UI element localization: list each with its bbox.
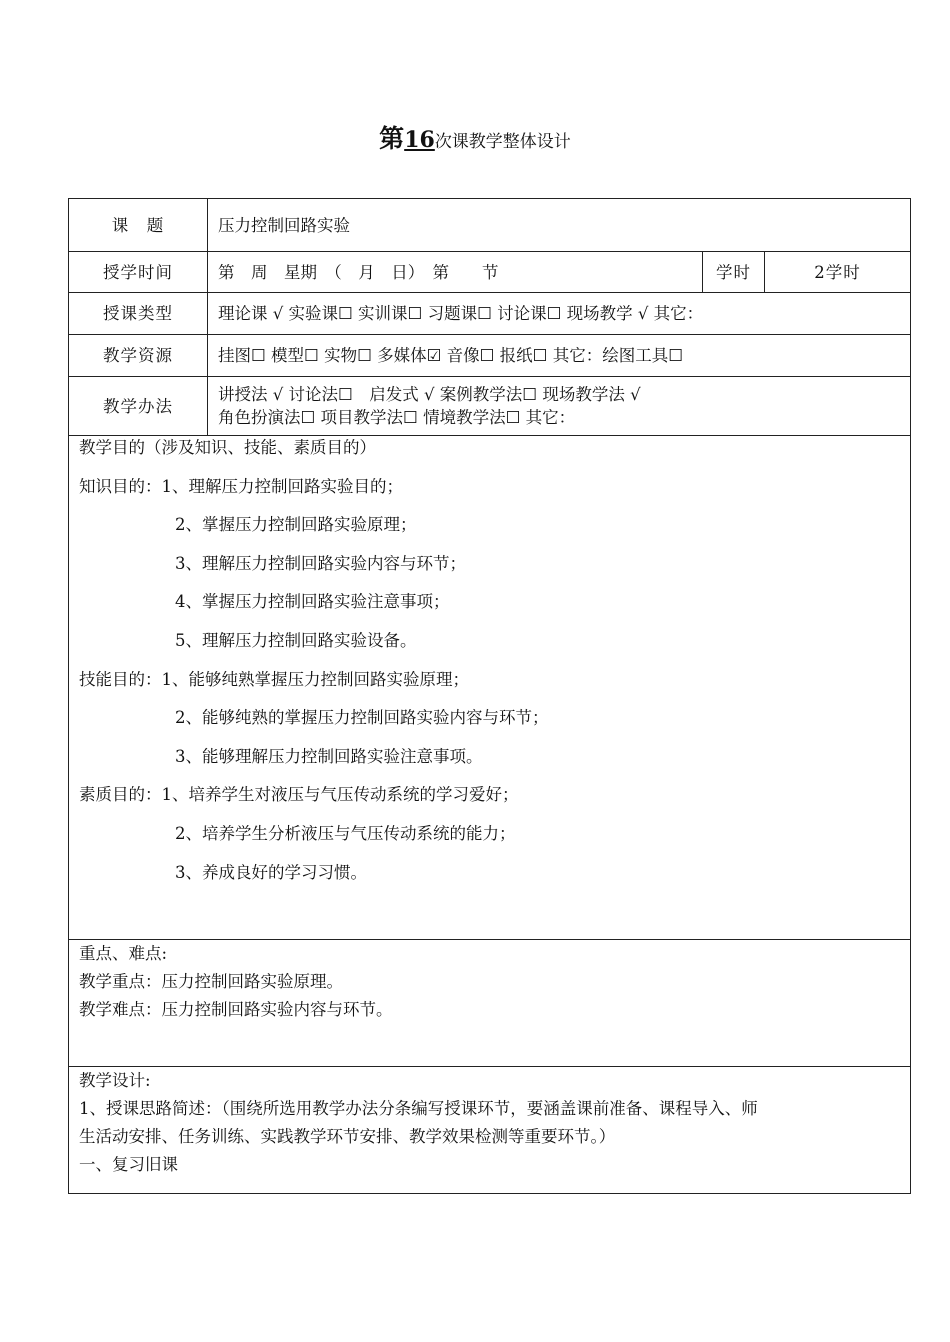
hours-label: 学时 [703, 252, 765, 293]
design-row [69, 1067, 911, 1194]
objectives-heading: 教学目的（涉及知识、技能、素质目的） [79, 438, 376, 457]
teaching-difficulty: 教学难点：压力控制回路实验内容与环节。 [79, 1000, 393, 1019]
course-type-value: 理论课 √ 实验课☐ 实训课☐ 习题课☐ 讨论课☐ 现场教学 √ 其它： [208, 293, 911, 335]
quality-label: 素质目的： [79, 785, 162, 805]
page-title [0, 122, 950, 159]
resources-label: 教学资源 [69, 335, 208, 377]
key-points-heading: 重点、难点: [79, 944, 168, 963]
title-suffix: 次课教学整体设计 [434, 132, 571, 152]
topic-row [69, 199, 911, 252]
skill-label: 技能目的： [79, 669, 162, 689]
skill-objective-1: 技能目的：1、能够纯熟掌握压力控制回路实验原理； [79, 669, 469, 689]
design-line-1: 1、授课思路简述：（围绕所选用教学办法分条编写授课环节，要涵盖课前准备、课程导入、师 [79, 1099, 758, 1118]
knowledge-objective-5: 5、理解压力控制回路实验设备。 [175, 630, 417, 650]
topic-value: 压力控制回路实验 [208, 199, 911, 252]
skill-objective-2: 2、能够纯熟的掌握压力控制回路实验内容与环节； [175, 708, 549, 728]
resources-row [69, 335, 911, 377]
design-heading: 教学设计: [79, 1071, 151, 1090]
quality-objective-1: 素质目的：1、培养学生对液压与气压传动系统的学习爱好； [79, 785, 519, 805]
objectives-cell [69, 436, 911, 940]
quality-objective-2: 2、培养学生分析液压与气压传动系统的能力； [175, 823, 516, 843]
quality-objective-3: 3、养成良好的学习习惯。 [175, 862, 367, 882]
methods-label: 教学办法 [69, 377, 208, 436]
resources-value: 挂图☐ 模型☐ 实物☐ 多媒体☑ 音像☐ 报纸☐ 其它：绘图工具☐ [208, 335, 911, 377]
knowledge-objective-1: 知识目的：1、理解压力控制回路实验目的； [79, 476, 403, 496]
lesson-design-table [68, 198, 911, 1194]
time-value: 第 周 星期 （ 月 日） 第 节 [208, 252, 703, 293]
key-points-cell [69, 940, 911, 1067]
course-type-label: 授课类型 [69, 293, 208, 335]
methods-line-1: 讲授法 √ 讨论法☐ 启发式 √ 案例教学法☐ 现场教学法 √ [218, 385, 641, 404]
time-label: 授学时间 [69, 252, 208, 293]
title-prefix: 第 [379, 124, 405, 153]
design-cell [69, 1067, 911, 1194]
design-line-3: 一、复习旧课 [79, 1155, 178, 1174]
teaching-focus: 教学重点：压力控制回路实验原理。 [79, 972, 343, 991]
methods-line-2: 角色扮演法☐ 项目教学法☐ 情境教学法☐ 其它： [218, 408, 576, 427]
design-line-2: 生活动安排、任务训练、实践教学环节安排、教学效果检测等重要环节。） [79, 1127, 616, 1146]
knowledge-label: 知识目的： [79, 476, 162, 496]
hours-value: 2学时 [765, 252, 911, 293]
lesson-number: 16 [404, 127, 435, 153]
topic-label: 课 题 [69, 199, 208, 252]
knowledge-objective-3: 3、理解压力控制回路实验内容与环节； [175, 553, 466, 573]
knowledge-objective-4: 4、掌握压力控制回路实验注意事项； [175, 592, 450, 612]
skill-objective-3: 3、能够理解压力控制回路实验注意事项。 [175, 746, 483, 766]
time-row [69, 252, 911, 293]
objectives-row [69, 436, 911, 940]
key-points-row [69, 940, 911, 1067]
knowledge-objective-2: 2、掌握压力控制回路实验原理； [175, 515, 417, 535]
methods-row [69, 377, 911, 436]
course-type-row [69, 293, 911, 335]
methods-value [208, 377, 911, 436]
